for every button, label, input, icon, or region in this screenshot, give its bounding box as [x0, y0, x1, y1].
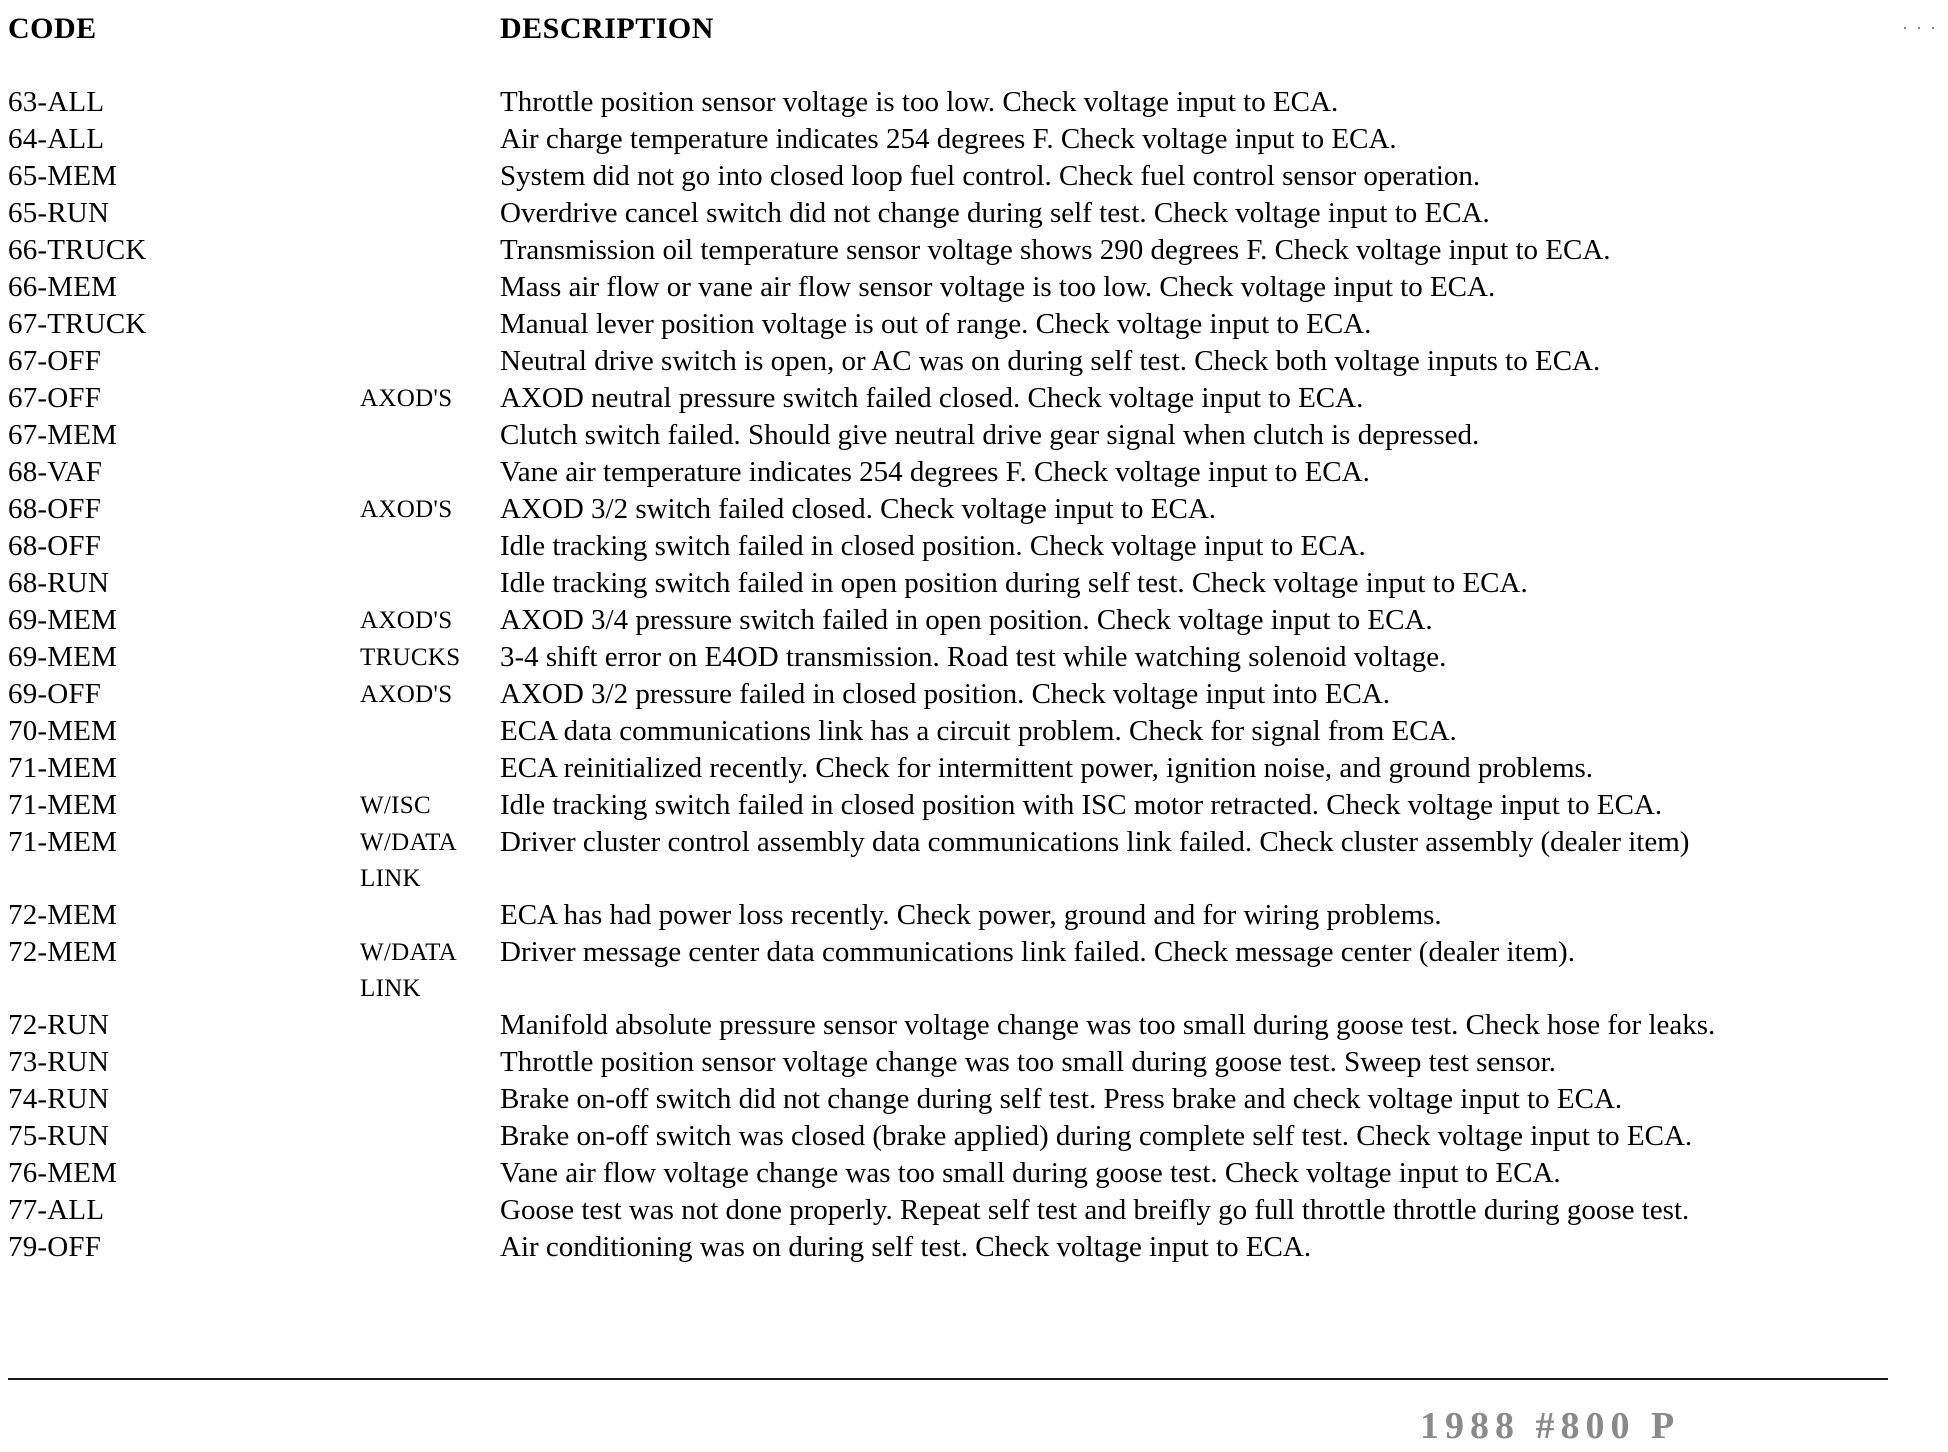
description-text: Throttle position sensor voltage is too low. Check voltage input to ECA.: [500, 86, 1339, 118]
cell-qualifier: [360, 897, 500, 934]
table-row: [8, 491, 1888, 528]
cell-code: 68-RUN: [8, 567, 110, 599]
description-text: Throttle position sensor voltage change was too small during goose test. Sweep test sensor.: [500, 1046, 1556, 1078]
cell-code-empty: [8, 861, 360, 897]
description-text: Manual lever position voltage is out of range. Check voltage input to ECA.: [500, 308, 1372, 340]
table-row: [8, 454, 1888, 491]
cell-description: [500, 787, 1888, 824]
cell-description: [500, 565, 1888, 602]
cell-description: [500, 491, 1888, 528]
cell-qualifier: [360, 713, 500, 750]
table-row: [8, 84, 1888, 121]
cell-code: 71-MEM: [8, 826, 118, 858]
table-header: [8, 12, 1888, 50]
cell-description: [500, 1229, 1888, 1266]
table-row-continuation: [8, 971, 1888, 1007]
cell-description: [500, 121, 1888, 158]
description-text: Brake on-off switch did not change during self test. Press brake and check voltage input to ECA.: [500, 1083, 1623, 1115]
table-row: [8, 1229, 1888, 1266]
cell-description-empty: [500, 971, 1888, 1007]
cell-description: [500, 232, 1888, 269]
cell-code: 69-OFF: [8, 678, 102, 710]
table-row: [8, 897, 1888, 934]
description-text: Goose test was not done properly. Repeat self test and breifly go full throttle throttle during goose test.: [500, 1194, 1690, 1226]
cell-qualifier: [360, 269, 500, 306]
description-text: Mass air flow or vane air flow sensor voltage is too low. Check voltage input to ECA.: [500, 271, 1496, 303]
cell-description: [500, 1192, 1888, 1229]
cell-qualifier: [360, 454, 500, 491]
cell-qualifier: [360, 750, 500, 787]
table-row: [8, 1007, 1888, 1044]
cell-qualifier: W/ISC: [360, 792, 431, 819]
table-row: [8, 232, 1888, 269]
cell-qualifier: AXOD'S: [360, 681, 453, 708]
cell-description: [500, 1044, 1888, 1081]
cell-code: 70-MEM: [8, 715, 118, 747]
cell-code: 71-MEM: [8, 752, 118, 784]
cell-code: 77-ALL: [8, 1194, 105, 1226]
cell-qualifier: [360, 1081, 500, 1118]
description-text: Air conditioning was on during self test. Check voltage input to ECA.: [500, 1231, 1312, 1263]
cell-code: 73-RUN: [8, 1046, 110, 1078]
table-row: [8, 639, 1888, 676]
table-row: [8, 343, 1888, 380]
cell-code: 67-OFF: [8, 345, 102, 377]
diagnostic-code-table: [8, 12, 1888, 1266]
table-row: [8, 195, 1888, 232]
description-text: Idle tracking switch failed in closed position. Check voltage input to ECA.: [500, 530, 1366, 562]
cell-description: [500, 343, 1888, 380]
cell-qualifier: [360, 121, 500, 158]
cell-code: 67-MEM: [8, 419, 118, 451]
cell-qualifier-continued: LINK: [360, 975, 421, 1002]
table-row: [8, 158, 1888, 195]
cell-qualifier: [360, 417, 500, 454]
cell-description: [500, 824, 1888, 861]
cell-qualifier: [360, 1007, 500, 1044]
description-text: Vane air flow voltage change was too small during goose test. Check voltage input to ECA.: [500, 1157, 1561, 1189]
description-text: Driver cluster control assembly data communications link failed. Check cluster assembly (dealer item): [500, 826, 1690, 858]
description-text: Driver message center data communications link failed. Check message center (dealer item).: [500, 936, 1575, 968]
cell-description: [500, 1081, 1888, 1118]
cell-description-empty: [500, 861, 1888, 897]
cell-code: 72-MEM: [8, 936, 118, 968]
cell-description: [500, 454, 1888, 491]
table-row: [8, 934, 1888, 971]
table-row: [8, 1155, 1888, 1192]
cell-qualifier: TRUCKS: [360, 644, 461, 671]
document-page: [0, 12, 1948, 1452]
cell-description: [500, 1118, 1888, 1155]
cell-description: [500, 713, 1888, 750]
cell-qualifier: [360, 1044, 500, 1081]
cell-code: 75-RUN: [8, 1120, 110, 1152]
cell-code: 74-RUN: [8, 1083, 110, 1115]
cell-description: [500, 1155, 1888, 1192]
description-text: Brake on-off switch was closed (brake applied) during complete self test. Check voltage input to ECA.: [500, 1120, 1693, 1152]
cell-code: 76-MEM: [8, 1157, 118, 1189]
cell-description: [500, 528, 1888, 565]
description-text: Clutch switch failed. Should give neutral drive gear signal when clutch is depressed.: [500, 419, 1480, 451]
cell-code: 67-TRUCK: [8, 308, 147, 340]
cell-qualifier: [360, 306, 500, 343]
cell-qualifier: [360, 84, 500, 121]
cell-description: [500, 158, 1888, 195]
table-row: [8, 1044, 1888, 1081]
description-text: 3-4 shift error on E4OD transmission. Road test while watching solenoid voltage.: [500, 641, 1447, 673]
cell-qualifier-continued: LINK: [360, 865, 421, 892]
footer-fragment: 1988 #800 P: [1420, 1405, 1681, 1447]
column-header-qualifier: [360, 12, 500, 50]
cell-description: [500, 1007, 1888, 1044]
description-text: Air charge temperature indicates 254 degrees F. Check voltage input to ECA.: [500, 123, 1397, 155]
description-text: Vane air temperature indicates 254 degrees F. Check voltage input to ECA.: [500, 456, 1370, 488]
header-spacer-row: [8, 50, 1888, 84]
description-text: AXOD neutral pressure switch failed closed. Check voltage input to ECA.: [500, 382, 1364, 414]
description-text: Neutral drive switch is open, or AC was on during self test. Check both voltage inputs to ECA.: [500, 345, 1601, 377]
cell-description: [500, 676, 1888, 713]
cell-code: 68-OFF: [8, 493, 102, 525]
table-row: [8, 787, 1888, 824]
cell-code: 66-TRUCK: [8, 234, 147, 266]
cell-code: 72-MEM: [8, 899, 118, 931]
page-corner-marks: . . .: [1903, 16, 1938, 33]
cell-description: [500, 84, 1888, 121]
table-row: [8, 417, 1888, 454]
description-text: AXOD 3/2 pressure failed in closed position. Check voltage input into ECA.: [500, 678, 1390, 710]
description-text: Manifold absolute pressure sensor voltage change was too small during goose test. Check hose for leaks.: [500, 1009, 1716, 1041]
table-row: [8, 750, 1888, 787]
cell-qualifier: AXOD'S: [360, 496, 453, 523]
cell-description: [500, 417, 1888, 454]
description-text: Transmission oil temperature sensor voltage shows 290 degrees F. Check voltage input to ECA.: [500, 234, 1611, 266]
table-row: [8, 1118, 1888, 1155]
cell-code: 69-MEM: [8, 604, 118, 636]
cell-description: [500, 602, 1888, 639]
cell-description: [500, 195, 1888, 232]
table-row: [8, 1192, 1888, 1229]
cell-qualifier: [360, 232, 500, 269]
description-text: System did not go into closed loop fuel control. Check fuel control sensor operation.: [500, 160, 1481, 192]
table-row: [8, 565, 1888, 602]
column-header-description: DESCRIPTION: [500, 12, 714, 45]
cell-code: 66-MEM: [8, 271, 118, 303]
cell-code: 71-MEM: [8, 789, 118, 821]
table-row: [8, 602, 1888, 639]
table-row: [8, 269, 1888, 306]
description-text: Idle tracking switch failed in closed position with ISC motor retracted. Check voltage input to ECA.: [500, 789, 1663, 821]
cell-description: [500, 934, 1888, 971]
cell-code: 69-MEM: [8, 641, 118, 673]
description-text: ECA data communications link has a circuit problem. Check for signal from ECA.: [500, 715, 1457, 747]
cell-description: [500, 380, 1888, 417]
description-text: Idle tracking switch failed in open position during self test. Check voltage input to ECA.: [500, 567, 1528, 599]
bottom-divider: [8, 1378, 1888, 1380]
cell-qualifier: [360, 343, 500, 380]
cell-qualifier: [360, 528, 500, 565]
cell-code-empty: [8, 971, 360, 1007]
cell-code: 72-RUN: [8, 1009, 110, 1041]
description-text: ECA has had power loss recently. Check power, ground and for wiring problems.: [500, 899, 1442, 931]
table-row: [8, 306, 1888, 343]
table-row: [8, 121, 1888, 158]
table-body: [8, 50, 1888, 1266]
table-row: [8, 676, 1888, 713]
description-text: AXOD 3/2 switch failed closed. Check voltage input to ECA.: [500, 493, 1217, 525]
cell-description: [500, 750, 1888, 787]
cell-qualifier: W/DATA: [360, 829, 458, 856]
description-text: AXOD 3/4 pressure switch failed in open position. Check voltage input to ECA.: [500, 604, 1433, 636]
cell-description: [500, 897, 1888, 934]
cell-qualifier: [360, 1118, 500, 1155]
cell-qualifier: [360, 1155, 500, 1192]
cell-code: 68-OFF: [8, 530, 102, 562]
cell-description: [500, 306, 1888, 343]
cell-code: 68-VAF: [8, 456, 103, 488]
cell-description: [500, 269, 1888, 306]
cell-qualifier: [360, 1192, 500, 1229]
table-row: [8, 1081, 1888, 1118]
cell-code: 67-OFF: [8, 382, 102, 414]
description-text: Overdrive cancel switch did not change during self test. Check voltage input to ECA.: [500, 197, 1490, 229]
cell-qualifier: [360, 565, 500, 602]
table-row: [8, 528, 1888, 565]
cell-description: [500, 639, 1888, 676]
cell-code: 63-ALL: [8, 86, 105, 118]
cell-code: 64-ALL: [8, 123, 105, 155]
cell-code: 79-OFF: [8, 1231, 102, 1263]
table-row: [8, 713, 1888, 750]
description-text: ECA reinitialized recently. Check for intermittent power, ignition noise, and ground problems.: [500, 752, 1594, 784]
cell-qualifier: [360, 1229, 500, 1266]
cell-qualifier: AXOD'S: [360, 385, 453, 412]
table-row-continuation: [8, 861, 1888, 897]
cell-qualifier: [360, 195, 500, 232]
cell-qualifier: AXOD'S: [360, 607, 453, 634]
table-row: [8, 824, 1888, 861]
cell-qualifier: [360, 158, 500, 195]
table-row: [8, 380, 1888, 417]
cell-qualifier: W/DATA: [360, 939, 458, 966]
cell-code: 65-MEM: [8, 160, 118, 192]
cell-code: 65-RUN: [8, 197, 110, 229]
column-header-code: CODE: [8, 12, 97, 45]
